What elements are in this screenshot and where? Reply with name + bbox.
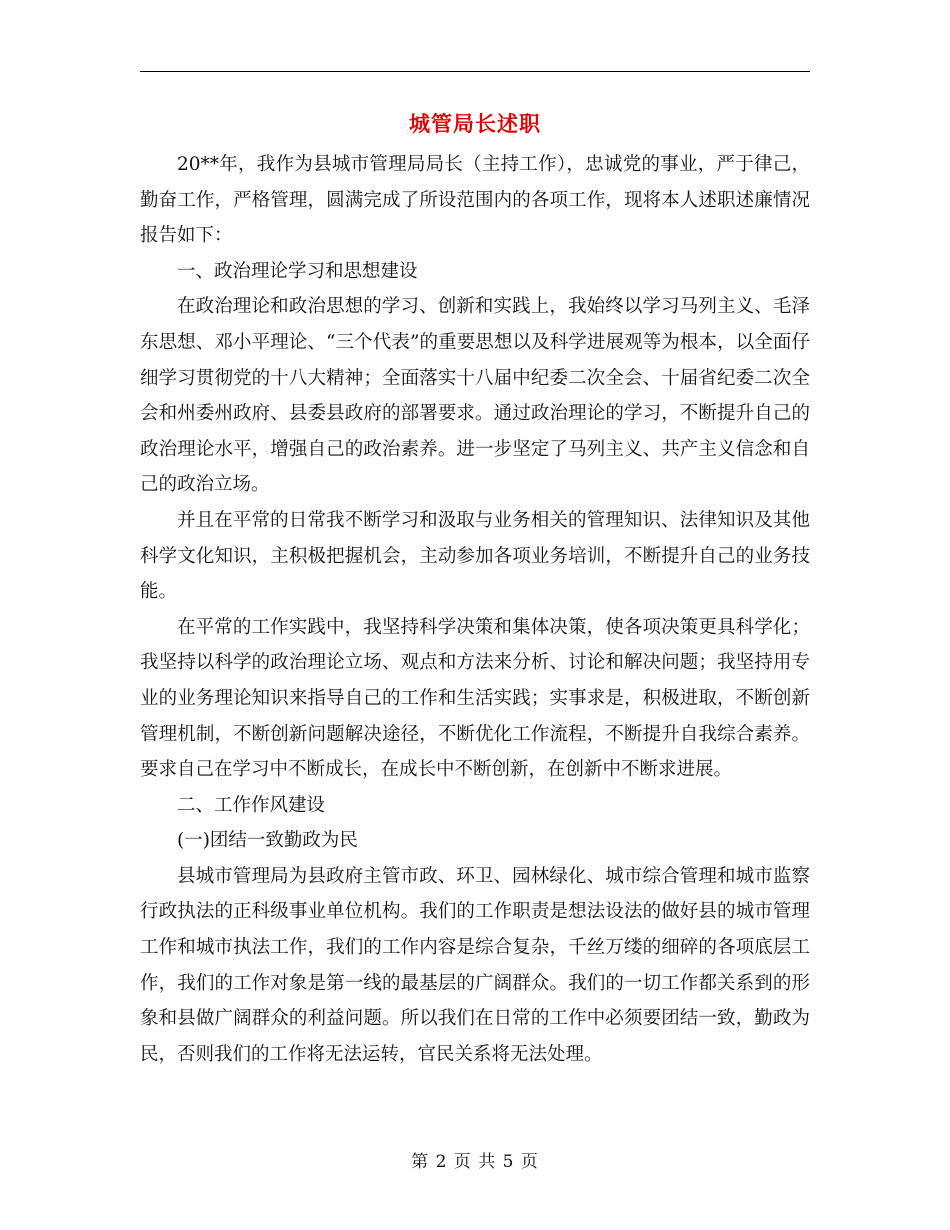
- document-title: 城管局长述职: [409, 111, 541, 136]
- paragraph-intro: 20**年，我作为县城市管理局局长（主持工作），忠诚党的事业，严于律己，勤奋工作，严格管理，圆满完成了所设范围内的各项工作，现将本人述职述廉情况报告如下：: [140, 154, 810, 247]
- paragraph-unity: 县城市管理局为县政府主管市政、环卫、园林绿化、城市综合管理和城市监察行政执法的正科级事业单位机构。我们的工作职责是想法设法的做好县的城市管理工作和城市执法工作，我们的工作内容是综合复杂，千丝万缕的细碎的各项底层工作，我们的工作对象是第一线的最基层的广阔群众。我们的一切工作都关系到的形象和县做广阔群众的利益问题。所以我们在日常的工作中必须要团结一致，勤政为民，否则我们的工作将无法运转，官民关系将无法处理。: [140, 865, 810, 1065]
- header-rule: [140, 71, 810, 72]
- subsection-heading-1: (一)团结一致勤政为民: [177, 830, 358, 852]
- section-heading-2: 二、工作作风建设: [177, 794, 326, 816]
- paragraph-business-study: 并且在平常的日常我不断学习和汲取与业务相关的管理知识、法律知识及其他科学文化知识，主积极把握机会，主动参加各项业务培训，不断提升自己的业务技能。: [140, 509, 810, 603]
- paragraph-work-practice: 在平常的工作实践中，我坚持科学决策和集体决策，使各项决策更具科学化；我坚持以科学的政治理论立场、观点和方法来分析、讨论和解决问题；我坚持用专业的业务理论知识来指导自己的工作和生活实践；实事求是，积极进取，不断创新管理机制，不断创新问题解决途径，不断优化工作流程，不断提升自我综合素养。要求自己在学习中不断成长，在成长中不断创新，在创新中不断求进展。: [140, 616, 810, 781]
- document-body: [140, 147, 810, 1072]
- paragraph-theory-study: 在政治理论和政治思想的学习、创新和实践上，我始终以学习马列主义、毛泽东思想、邓小平理论、“三个代表”的重要思想以及科学进展观等为根本，以全面仔细学习贯彻党的十八大精神；全面落实十八届中纪委二次全会、十届省纪委二次全会和州委州政府、县委县政府的部署要求。通过政治理论的学习，不断提升自己的政治理论水平，增强自己的政治素养。进一步坚定了马列主义、共产主义信念和自己的政治立场。: [140, 296, 810, 496]
- section-heading-1: 一、政治理论学习和思想建设: [177, 260, 418, 282]
- page-footer: 第 2 页 共 5 页: [411, 1152, 539, 1172]
